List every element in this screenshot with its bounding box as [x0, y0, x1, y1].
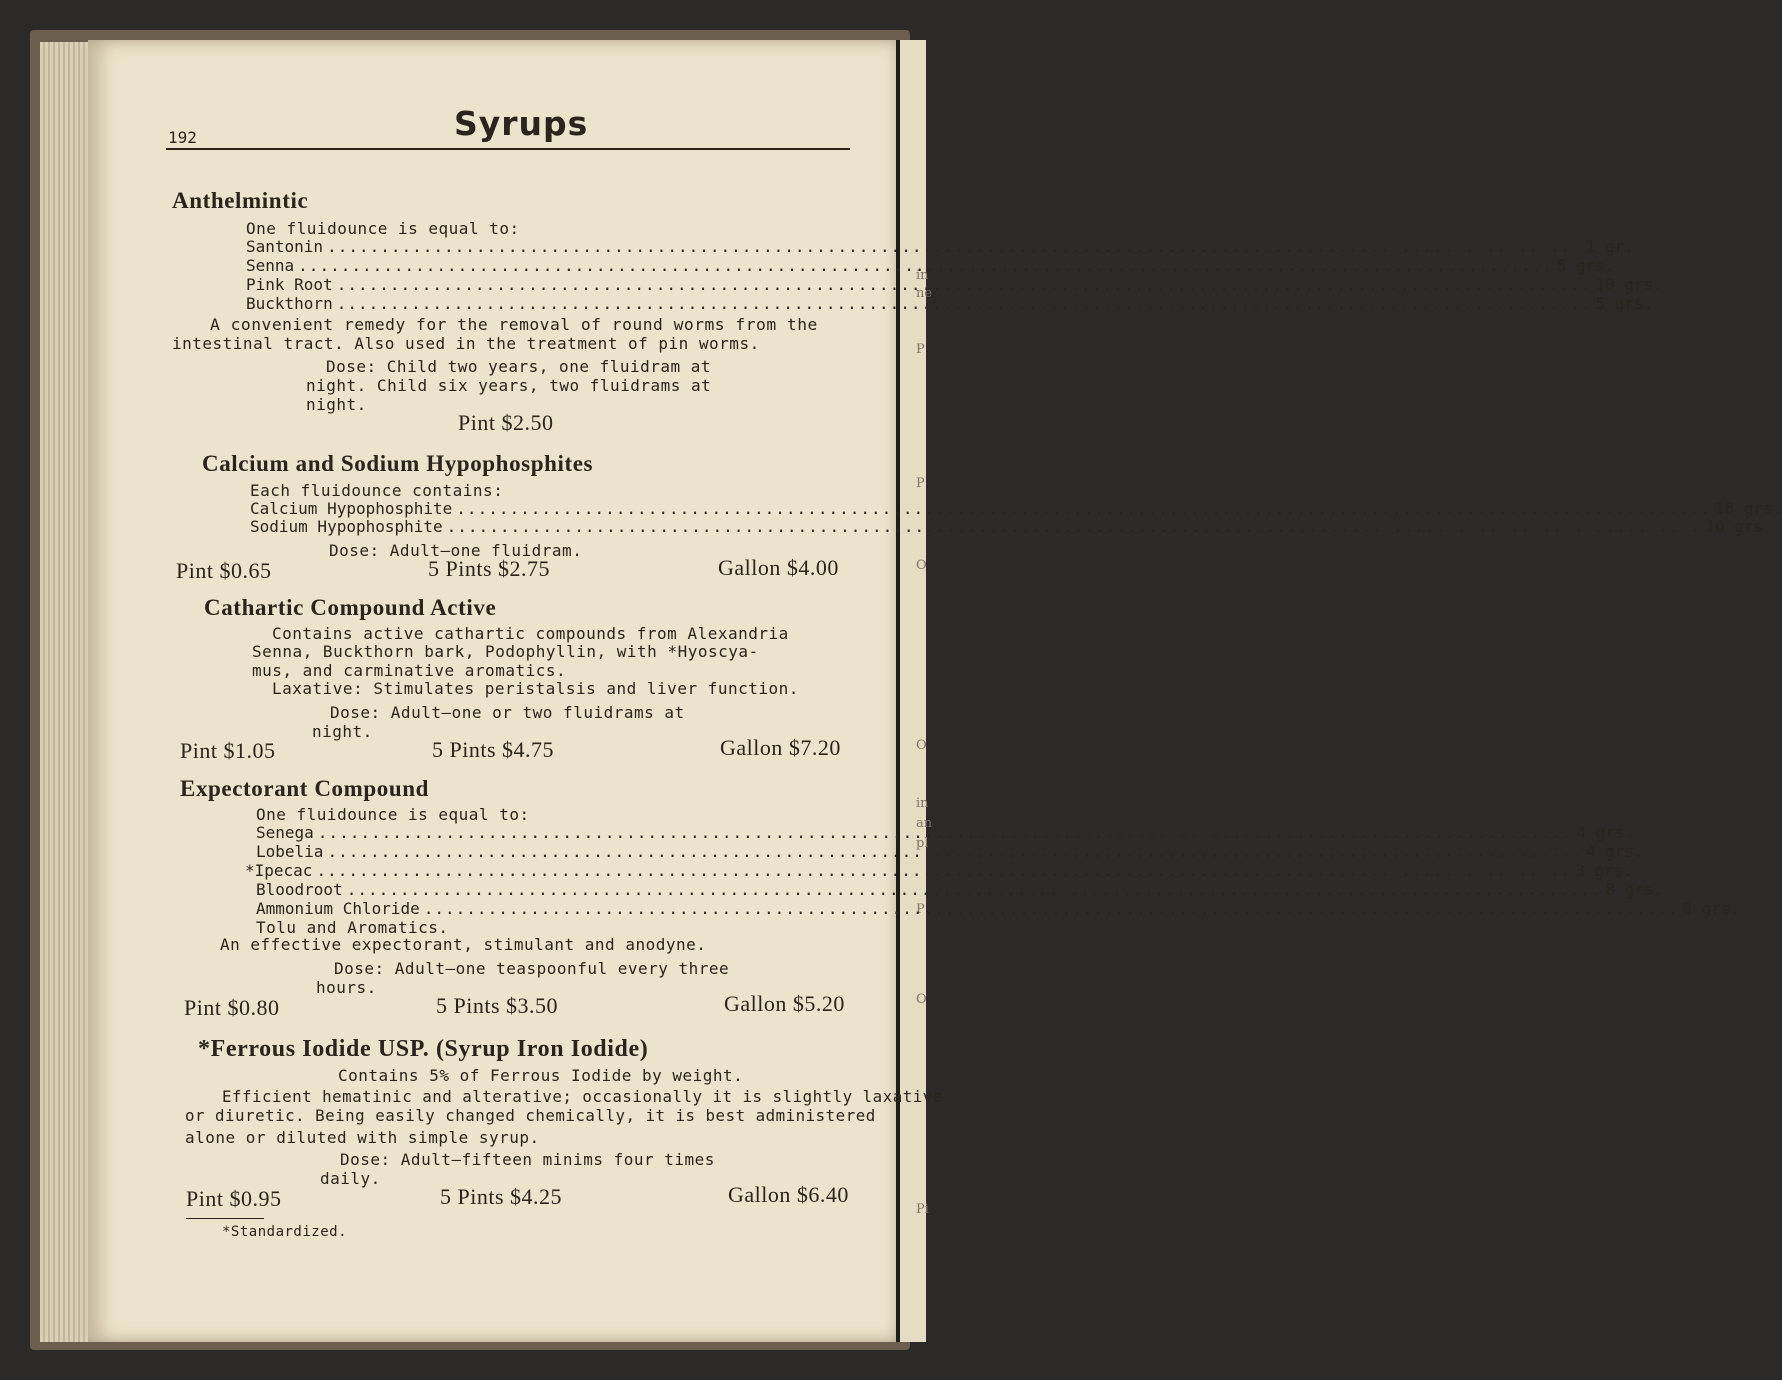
ingredient-name: Buckthorn: [246, 294, 333, 313]
next-page-fragment: ne: [916, 286, 933, 301]
section-heading: Expectorant Compound: [180, 776, 430, 801]
next-page-fragment: P: [916, 902, 925, 917]
description-line: mus, and carminative aromatics.: [252, 661, 567, 680]
section-heading: Calcium and Sodium Hypophosphites: [202, 451, 594, 476]
leader-dots: [337, 294, 1592, 313]
extra-ingredients: Tolu and Aromatics.: [256, 918, 449, 937]
price-pint: Pint $0.80: [184, 995, 280, 1020]
section-heading: Cathartic Compound Active: [204, 595, 497, 620]
leader-dots: [347, 880, 1602, 899]
ingredient-amount: 16 grs.: [1714, 499, 1782, 518]
footnote: *Standardized.: [222, 1224, 348, 1240]
price-gallon: Gallon $7.20: [720, 735, 841, 760]
page-title: Syrups: [454, 104, 589, 143]
price-pint: Pint $0.65: [176, 558, 272, 583]
next-page-edge: [900, 40, 933, 1342]
description-line: Efficient hematinic and alterative; occasionally it is slightly laxative: [222, 1087, 943, 1106]
ingredient-amount: 10 grs.: [1595, 275, 1663, 294]
ingredient-amount: 8 grs.: [1605, 880, 1664, 899]
description-line: intestinal tract. Also used in the treatment of pin worms.: [172, 334, 760, 353]
price-pint: Pint $0.95: [186, 1186, 282, 1211]
price-gallon: Gallon $4.00: [718, 555, 839, 580]
ingredient-row: [256, 880, 1664, 899]
ingredient-row: [246, 237, 1634, 256]
ingredient-amount: 4 grs.: [1576, 823, 1635, 842]
dose-line: night. Child six years, two fluidrams at: [306, 376, 712, 395]
leader-dots: [316, 861, 1571, 880]
price-pint: Pint $2.50: [458, 410, 554, 435]
footnote-rule: [186, 1218, 264, 1219]
leader-dots: [424, 899, 1679, 918]
ingredient-name: Senega: [256, 823, 314, 842]
description-line: Contains active cathartic compounds from Alexandria: [272, 624, 789, 643]
section-heading: *Ferrous Iodide USP. (Syrup Iron Iodide): [198, 1036, 649, 1062]
ingredient-row: [246, 294, 1654, 313]
ingredient-name: Santonin: [246, 237, 324, 256]
price-5-pints: 5 Pints $4.25: [440, 1184, 563, 1209]
ingredient-name: Bloodroot: [256, 880, 343, 899]
description-line: Senna, Buckthorn bark, Podophyllin, with *Hyoscya-: [252, 642, 759, 661]
section-heading: Anthelmintic: [172, 188, 309, 213]
ingredient-name: Lobelia: [256, 842, 324, 861]
ingredient-row: [245, 861, 1633, 880]
next-page-fragment: P: [916, 342, 925, 357]
ingredient-amount: 8 grs.: [1682, 899, 1741, 918]
dose-line: night.: [312, 722, 373, 741]
next-page-fragment: in: [916, 268, 929, 283]
next-page-fragment: O: [916, 558, 927, 573]
next-page-fragment: O: [916, 992, 927, 1007]
description-line: alone or diluted with simple syrup.: [185, 1128, 540, 1147]
ingredient-name: Senna: [246, 256, 295, 275]
ingredient-name: *Ipecac: [245, 861, 313, 880]
ingredient-row: [256, 899, 1741, 918]
dose-line: night.: [306, 395, 367, 414]
dose-line: Dose: Adult—one teaspoonful every three: [334, 959, 730, 978]
dose-line: Dose: Adult—fifteen minims four times: [340, 1150, 715, 1169]
ingredient-amount: 1 gr.: [1585, 237, 1634, 256]
price-5-pints: 5 Pints $3.50: [436, 993, 559, 1018]
price-gallon: Gallon $5.20: [724, 991, 845, 1016]
next-page-fragment: pl: [916, 836, 929, 851]
next-page-fragment: in: [916, 796, 929, 811]
ingredient-row: [246, 256, 1615, 275]
next-page-fragment: O: [916, 738, 927, 753]
leader-dots: [327, 842, 1582, 861]
dose-line: daily.: [320, 1169, 381, 1188]
ingredient-amount: 3 grs.: [1575, 861, 1633, 880]
dose-line: Dose: Adult—one fluidram.: [329, 541, 583, 560]
leader-dots: [447, 517, 1702, 536]
leader-dots: [318, 823, 1573, 842]
ingredient-name: Calcium Hypophosphite: [250, 499, 453, 518]
ingredient-amount: 4 grs.: [1586, 842, 1644, 861]
description-line: An effective expectorant, stimulant and anodyne.: [220, 935, 707, 954]
section-intro: One fluidounce is equal to:: [246, 219, 520, 238]
description-line: Contains 5% of Ferrous Iodide by weight.: [338, 1066, 744, 1085]
ingredient-amount: 5 grs.: [1556, 256, 1615, 275]
dose-line: hours.: [316, 978, 377, 997]
price-pint: Pint $1.05: [180, 738, 276, 763]
leader-dots: [337, 275, 1592, 294]
description-line: or diuretic. Being easily changed chemically, it is best administered: [185, 1106, 876, 1125]
header-rule: [166, 148, 850, 150]
ingredient-amount: 16 grs.: [1705, 517, 1773, 536]
dose-line: Dose: Child two years, one fluidram at: [326, 357, 712, 376]
price-5-pints: 5 Pints $2.75: [428, 556, 551, 581]
section-intro: Each fluidounce contains:: [250, 481, 504, 500]
ingredient-name: Ammonium Chloride: [256, 899, 420, 918]
leader-dots: [327, 237, 1582, 256]
ingredient-amount: 5 grs.: [1595, 294, 1654, 313]
ingredient-row: [250, 499, 1782, 518]
dose-line: Dose: Adult—one or two fluidrams at: [330, 703, 685, 722]
page-number: 192: [168, 128, 197, 147]
price-5-pints: 5 Pints $4.75: [432, 737, 555, 762]
section-intro: One fluidounce is equal to:: [256, 805, 530, 824]
description-line: A convenient remedy for the removal of round worms from the: [210, 315, 818, 334]
ingredient-row: [250, 517, 1773, 536]
next-page-fragment: Pi: [916, 1202, 929, 1217]
price-gallon: Gallon $6.40: [728, 1182, 849, 1207]
next-page-fragment: an: [916, 816, 933, 831]
ingredient-name: Pink Root: [246, 275, 333, 294]
leader-dots: [456, 499, 1711, 518]
description-line: Laxative: Stimulates peristalsis and liver function.: [272, 679, 799, 698]
leader-dots: [298, 256, 1553, 275]
ingredient-name: Sodium Hypophosphite: [250, 517, 443, 536]
next-page-fragment: P: [916, 476, 925, 491]
